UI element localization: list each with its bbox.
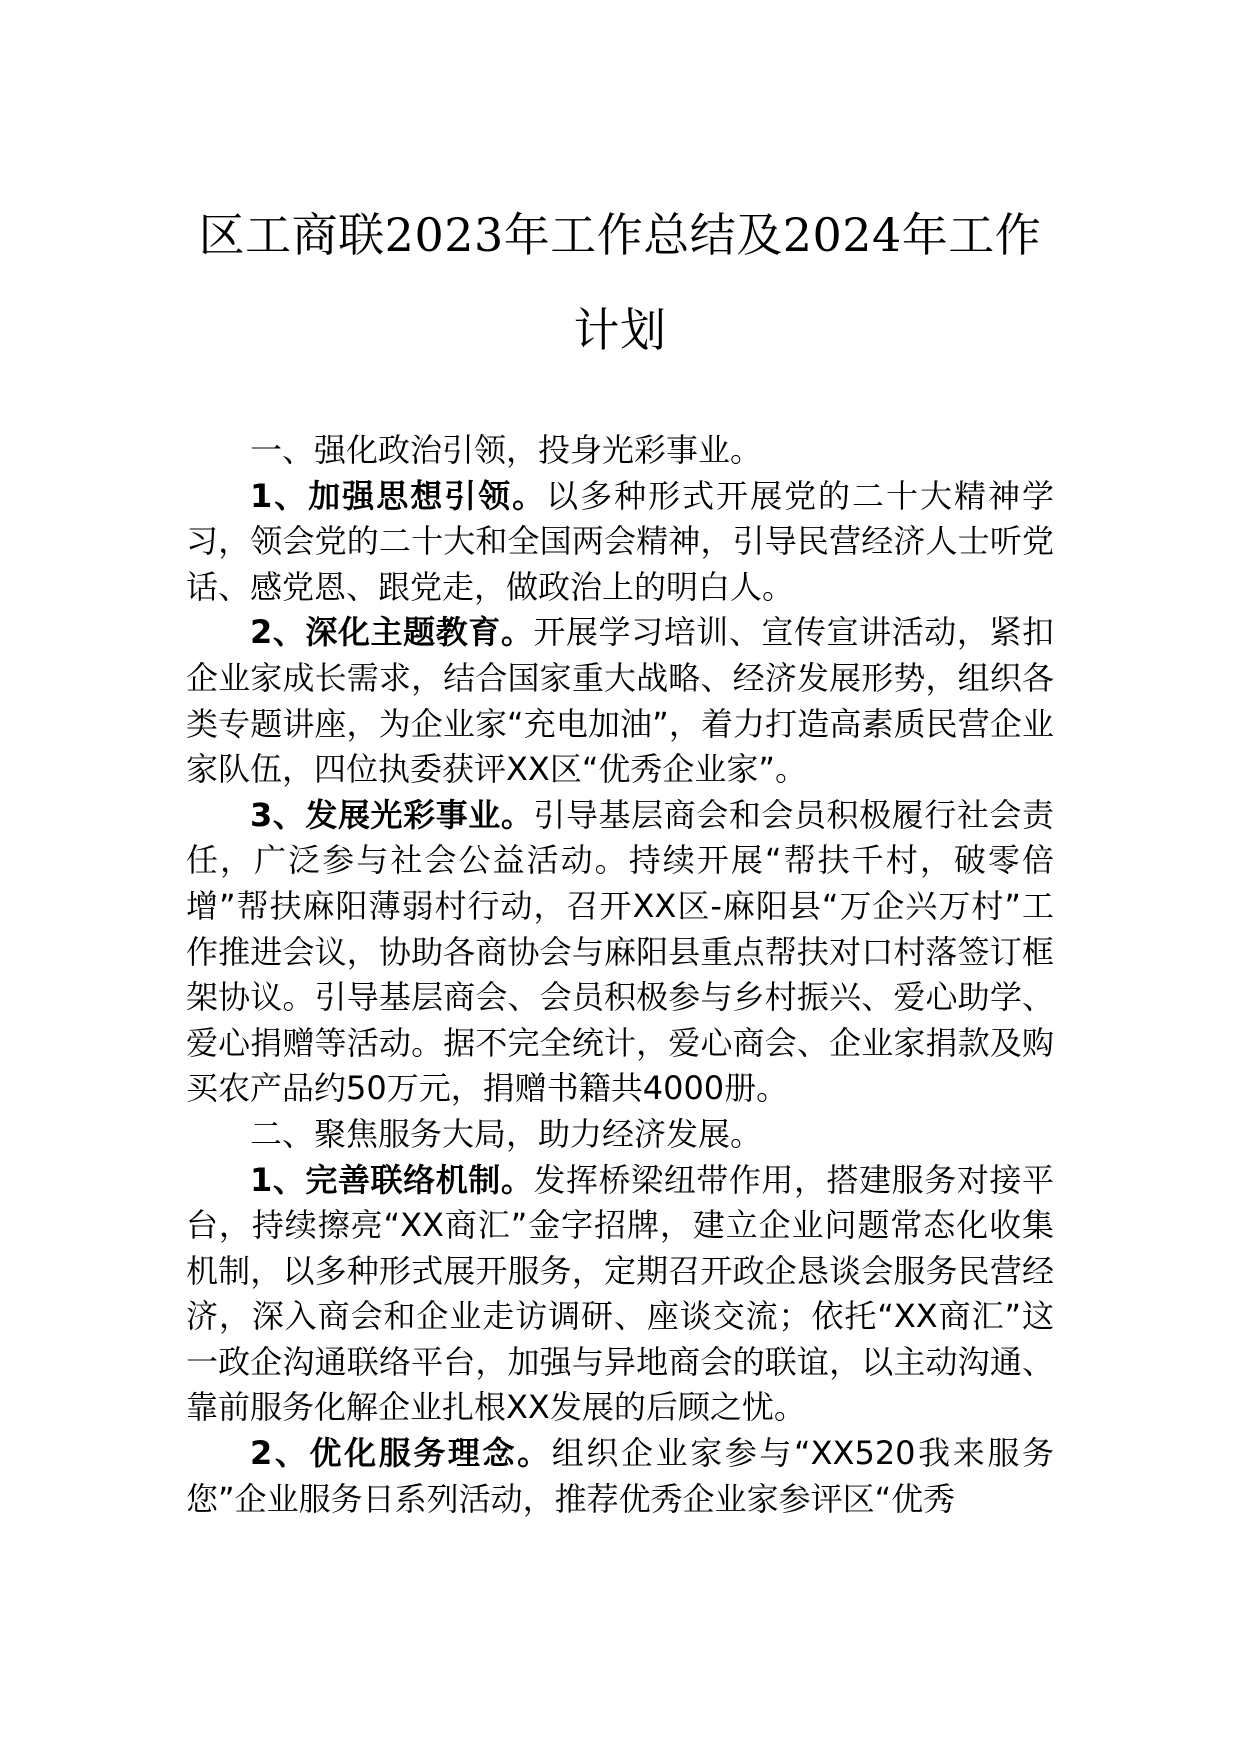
paragraph-text: 组织企业家参与“XX520我来服务您”企业服务日系列活动，推荐优秀企业家参评区“优秀 (186, 1434, 1054, 1518)
paragraph-1-3 (186, 793, 1054, 1112)
paragraph-2-1 (186, 1158, 1054, 1432)
section-heading-1 (186, 428, 1054, 474)
document-title: 区工商联2023年工作总结及2024年工作计划 (198, 208, 1042, 357)
paragraph-1-1 (186, 474, 1054, 611)
paragraph-lead: 1、完善联络机制。 (250, 1160, 534, 1199)
paragraph-2-2 (186, 1431, 1054, 1522)
paragraph-text: 开展学习培训、宣传宣讲活动，紧扣企业家成长需求，结合国家重大战略、经济发展形势，组织各类专题讲座，为企业家“充电加油”，着力打造高素质民营企业家队伍，四位执委获评XX区“优秀企业家”。 (186, 613, 1054, 789)
paragraph-lead: 3、发展光彩事业。 (250, 795, 534, 834)
paragraph-text: 一、强化政治引领，投身光彩事业。 (250, 431, 763, 469)
paragraph-lead: 2、深化主题教育。 (250, 613, 534, 652)
paragraph-lead: 1、加强思想引领。 (250, 476, 547, 515)
paragraph-1-2 (186, 610, 1054, 792)
paragraph-text: 以多种形式开展党的二十大精神学习，领会党的二十大和全国两会精神，引导民营经济人士听党话、感党恩、跟党走，做政治上的明白人。 (186, 476, 1054, 606)
paragraph-text: 发挥桥梁纽带作用，搭建服务对接平台，持续擦亮“XX商汇”金字招牌，建立企业问题常态化收集机制，以多种形式展开服务，定期召开政企恳谈会服务民营经济，深入商会和企业走访调研、座谈交流；依托“XX商汇”这一政企沟通联络平台，加强与异地商会的联谊，以主动沟通、靠前服务化解企业扎根XX发展的后顾之忧。 (186, 1160, 1054, 1427)
section-heading-2 (186, 1112, 1054, 1158)
document-body (186, 428, 1054, 1522)
paragraph-text: 二、聚焦服务大局，助力经济发展。 (250, 1114, 763, 1153)
paragraph-text: 引导基层商会和会员积极履行社会责任，广泛参与社会公益活动。持续开展“帮扶千村，破零倍增”帮扶麻阳薄弱村行动，召开XX区-麻阳县“万企兴万村”工作推进会议，协助各商协会与麻阳县重点帮扶对口村落签订框架协议。引导基层商会、会员积极参与乡村振兴、爱心助学、爱心捐赠等活动。据不完全统计，爱心商会、企业家捐款及购买农产品约50万元，捐赠书籍共4000册。 (186, 795, 1054, 1108)
paragraph-lead: 2、优化服务理念。 (250, 1434, 552, 1473)
